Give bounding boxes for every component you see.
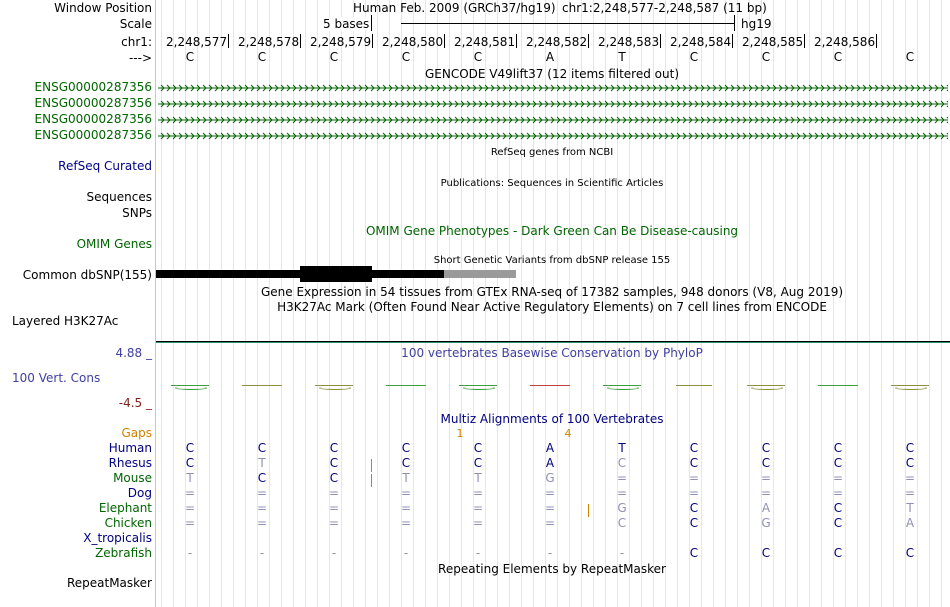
alignment-base[interactable]: = — [328, 486, 340, 500]
alignment-base[interactable]: A — [905, 516, 915, 530]
alignment-base[interactable]: C — [689, 501, 699, 515]
snp-track-title: Short Genetic Variants from dbSNP release 155 — [433, 255, 671, 266]
alignment-base[interactable]: A — [761, 501, 771, 515]
alignment-base[interactable]: T — [474, 471, 482, 485]
alignment-base[interactable]: - — [187, 546, 193, 560]
alignment-base[interactable]: = — [472, 501, 484, 515]
coordinate-tick — [588, 34, 589, 48]
gene-label[interactable]: ENSG00000287356 — [34, 128, 152, 142]
species-label-dog[interactable]: Dog — [127, 486, 152, 500]
dbsnp-track-label[interactable]: Common dbSNP(155) — [22, 268, 152, 282]
alignment-base[interactable]: T — [186, 471, 194, 485]
gene-strand-arrows[interactable] — [158, 115, 948, 125]
scale-bar-right-tick — [734, 15, 735, 31]
refseq-track-title: RefSeq genes from NCBI — [490, 147, 614, 158]
phylop-wiggle — [607, 386, 639, 390]
alignment-base[interactable]: T — [906, 501, 914, 515]
alignment-base[interactable]: = — [256, 516, 268, 530]
insertion-marker[interactable] — [371, 474, 372, 487]
alignment-base[interactable]: C — [617, 516, 627, 530]
assembly-title: Human Feb. 2009 (GRCh37/hg19) — [353, 1, 556, 15]
conservation-max-label: 4.88 _ — [115, 346, 152, 360]
reference-base[interactable]: C — [761, 50, 771, 64]
alignment-base[interactable]: C — [905, 441, 915, 455]
omim-track-title: OMIM Gene Phenotypes - Dark Green Can Be Disease-causing — [365, 224, 739, 238]
reference-base[interactable]: A — [545, 50, 555, 64]
alignment-base[interactable]: C — [185, 456, 195, 470]
scale-label[interactable]: Scale — [119, 17, 152, 31]
alignment-base[interactable]: = — [616, 486, 628, 500]
coordinate-tick — [660, 34, 661, 48]
alignment-base[interactable]: = — [256, 486, 268, 500]
alignment-base[interactable]: C — [905, 546, 915, 560]
omim-track-label[interactable]: OMIM Genes — [76, 237, 152, 251]
gene-strand-arrows[interactable] — [158, 99, 948, 109]
repeatmasker-track-title: Repeating Elements by RepeatMasker — [438, 562, 666, 576]
phylop-wiggle — [895, 386, 927, 390]
alignment-base[interactable]: = — [904, 471, 916, 485]
alignment-base[interactable]: C — [833, 441, 843, 455]
gap-count: 4 — [564, 427, 572, 440]
coordinate-label: 2,248,582 — [526, 35, 588, 49]
phylop-wiggle — [751, 386, 783, 390]
reference-base[interactable]: C — [833, 50, 843, 64]
alignment-base[interactable]: - — [331, 546, 337, 560]
phylop-bar[interactable] — [818, 385, 858, 386]
strand-arrow-label[interactable]: ---> — [128, 51, 152, 65]
reference-base[interactable]: C — [401, 50, 411, 64]
coordinate-tick — [732, 34, 733, 48]
coordinate-label: 2,248,578 — [238, 35, 300, 49]
coordinate-tick — [444, 34, 445, 48]
alignment-base[interactable]: = — [328, 501, 340, 515]
alignment-base[interactable]: = — [400, 516, 412, 530]
gaps-label[interactable]: Gaps — [121, 426, 152, 440]
coordinate-tick — [804, 34, 805, 48]
scale-bar-text: 5 bases — [323, 17, 370, 31]
alignment-base[interactable]: C — [617, 456, 627, 470]
alignment-base[interactable]: T — [402, 471, 410, 485]
alignment-base[interactable]: = — [328, 516, 340, 530]
species-label-human[interactable]: Human — [108, 441, 152, 455]
species-label-mouse[interactable]: Mouse — [113, 471, 152, 485]
alignment-base[interactable]: C — [833, 456, 843, 470]
alignment-base[interactable]: = — [184, 501, 196, 515]
alignment-base[interactable]: C — [761, 546, 771, 560]
alignment-base[interactable]: - — [547, 546, 553, 560]
species-label-rhesus[interactable]: Rhesus — [108, 456, 152, 470]
alignment-base[interactable]: G — [761, 516, 771, 530]
reference-base[interactable]: C — [329, 50, 339, 64]
alignment-base[interactable]: T — [258, 456, 266, 470]
coordinate-tick — [372, 34, 373, 48]
alignment-base[interactable]: C — [761, 441, 771, 455]
alignment-base[interactable]: = — [184, 516, 196, 530]
scale-bar-db: hg19 — [741, 17, 772, 31]
refseq-track-label[interactable]: RefSeq Curated — [58, 159, 152, 173]
layered-separator-bottom — [156, 342, 950, 343]
insertion-marker[interactable] — [588, 504, 589, 517]
reference-base[interactable]: C — [257, 50, 267, 64]
gene-label[interactable]: ENSG00000287356 — [34, 80, 152, 94]
reference-base[interactable]: C — [473, 50, 483, 64]
species-label-chicken[interactable]: Chicken — [104, 516, 152, 530]
alignment-base[interactable]: C — [905, 456, 915, 470]
coordinate-label: 2,248,577 — [166, 35, 228, 49]
alignment-base[interactable]: C — [185, 441, 195, 455]
alignment-base[interactable]: = — [400, 501, 412, 515]
phylop-wiggle — [319, 386, 351, 390]
alignment-base[interactable]: - — [259, 546, 265, 560]
repeatmasker-track-label[interactable]: RepeatMasker — [66, 576, 152, 590]
coordinate-tick — [516, 34, 517, 48]
track-image-area[interactable] — [156, 0, 950, 607]
alignment-base[interactable]: A — [545, 441, 555, 455]
alignment-base[interactable]: - — [403, 546, 409, 560]
alignment-base[interactable]: = — [544, 501, 556, 515]
coordinate-label: 2,248,583 — [598, 35, 660, 49]
alignment-base[interactable]: C — [473, 456, 483, 470]
alignment-base[interactable]: = — [832, 486, 844, 500]
track-label-column — [0, 0, 155, 607]
coordinate-tick — [300, 34, 301, 48]
scale-bar-left-tick — [371, 15, 372, 31]
reference-base[interactable]: C — [905, 50, 915, 64]
coordinate-label: 2,248,580 — [382, 35, 444, 49]
alignment-base[interactable]: G — [545, 471, 555, 485]
phylop-wiggle — [463, 386, 495, 390]
scale-bar-line — [401, 23, 734, 24]
insertion-marker[interactable] — [371, 459, 372, 472]
coordinate-label: 2,248,579 — [310, 35, 372, 49]
alignment-base[interactable]: C — [689, 516, 699, 530]
alignment-base[interactable]: C — [689, 441, 699, 455]
phylop-bar[interactable] — [386, 385, 426, 386]
multiz-track-title: Multiz Alignments of 100 Vertebrates — [440, 412, 664, 426]
alignment-base[interactable]: = — [544, 486, 556, 500]
alignment-base[interactable]: C — [833, 516, 843, 530]
alignment-base[interactable]: C — [401, 456, 411, 470]
snps-track-label[interactable]: SNPs — [122, 206, 152, 220]
phylop-track-title: 100 vertebrates Basewise Conservation by PhyloP — [401, 346, 703, 360]
alignment-base[interactable]: - — [475, 546, 481, 560]
alignment-base[interactable]: C — [833, 501, 843, 515]
alignment-base[interactable]: C — [689, 456, 699, 470]
alignment-base[interactable]: = — [256, 501, 268, 515]
alignment-base[interactable]: = — [688, 486, 700, 500]
dbsnp-variant-thick[interactable] — [300, 266, 372, 282]
position-text: chr1:2,248,577-2,248,587 (11 bp) — [562, 1, 767, 15]
gene-strand-arrows[interactable] — [158, 83, 948, 93]
dbsnp-variant-grey[interactable] — [444, 270, 516, 278]
alignment-base[interactable]: T — [618, 441, 626, 455]
gene-label[interactable]: ENSG00000287356 — [34, 96, 152, 110]
alignment-base[interactable]: = — [760, 486, 772, 500]
alignment-base[interactable]: A — [545, 456, 555, 470]
reference-base[interactable]: T — [618, 50, 626, 64]
alignment-base[interactable]: C — [257, 471, 267, 485]
alignment-base[interactable]: - — [619, 546, 625, 560]
alignment-base[interactable]: = — [544, 516, 556, 530]
phylop-bar[interactable] — [530, 385, 570, 386]
alignment-base[interactable]: = — [760, 471, 772, 485]
alignment-base[interactable]: = — [832, 471, 844, 485]
alignment-base[interactable]: C — [473, 441, 483, 455]
coordinate-label: 2,248,584 — [670, 35, 732, 49]
sequences-track-label[interactable]: Sequences — [86, 190, 152, 204]
reference-base[interactable]: C — [689, 50, 699, 64]
alignment-base[interactable]: = — [184, 486, 196, 500]
alignment-base[interactable]: C — [329, 456, 339, 470]
phylop-bar[interactable] — [242, 385, 282, 386]
alignment-base[interactable]: = — [472, 486, 484, 500]
species-label-zebrafish[interactable]: Zebrafish — [95, 546, 152, 560]
gene-label[interactable]: ENSG00000287356 — [34, 112, 152, 126]
gene-strand-arrows[interactable] — [158, 131, 948, 141]
coordinate-tick — [876, 34, 877, 48]
coordinate-tick — [228, 34, 229, 48]
window-position-label[interactable]: Window Position — [54, 1, 152, 15]
alignment-base[interactable]: = — [688, 471, 700, 485]
conservation-track-label[interactable]: 100 Vert. Cons — [12, 371, 101, 385]
h3k27ac-track-label[interactable]: Layered H3K27Ac — [12, 314, 119, 328]
alignment-base[interactable]: G — [617, 501, 627, 515]
alignment-base[interactable]: = — [616, 471, 628, 485]
alignment-base[interactable]: C — [401, 441, 411, 455]
phylop-wiggle — [175, 386, 207, 390]
h3k27ac-track-title: H3K27Ac Mark (Often Found Near Active Regulatory Elements) on 7 cell lines from ENCODE — [277, 300, 827, 314]
species-label-elephant[interactable]: Elephant — [98, 501, 152, 515]
phylop-bar[interactable] — [676, 385, 712, 386]
conservation-min-label: -4.5 _ — [118, 396, 152, 410]
alignment-base[interactable]: C — [689, 546, 699, 560]
alignment-base[interactable]: C — [329, 471, 339, 485]
gap-count: 1 — [456, 427, 464, 440]
gtex-track-title: Gene Expression in 54 tissues from GTEx RNA-seq of 17382 samples, 948 donors (V8, Aug 2019) — [260, 285, 844, 299]
gencode-track-title: GENCODE V49lift37 (12 items filtered out) — [424, 67, 680, 81]
alignment-base[interactable]: = — [400, 486, 412, 500]
alignment-base[interactable]: = — [472, 516, 484, 530]
chrom-label[interactable]: chr1: — [121, 35, 152, 49]
alignment-base[interactable]: C — [833, 546, 843, 560]
coordinate-label: 2,248,586 — [814, 35, 876, 49]
species-label-x_tropicalis[interactable]: X_tropicalis — [83, 531, 152, 545]
publications-track-title: Publications: Sequences in Scientific Articles — [440, 178, 664, 189]
alignment-base[interactable]: C — [257, 441, 267, 455]
coordinate-label: 2,248,585 — [742, 35, 804, 49]
alignment-base[interactable]: C — [761, 456, 771, 470]
reference-base[interactable]: C — [185, 50, 195, 64]
alignment-base[interactable]: C — [329, 441, 339, 455]
alignment-base[interactable]: = — [904, 486, 916, 500]
coordinate-label: 2,248,581 — [454, 35, 516, 49]
